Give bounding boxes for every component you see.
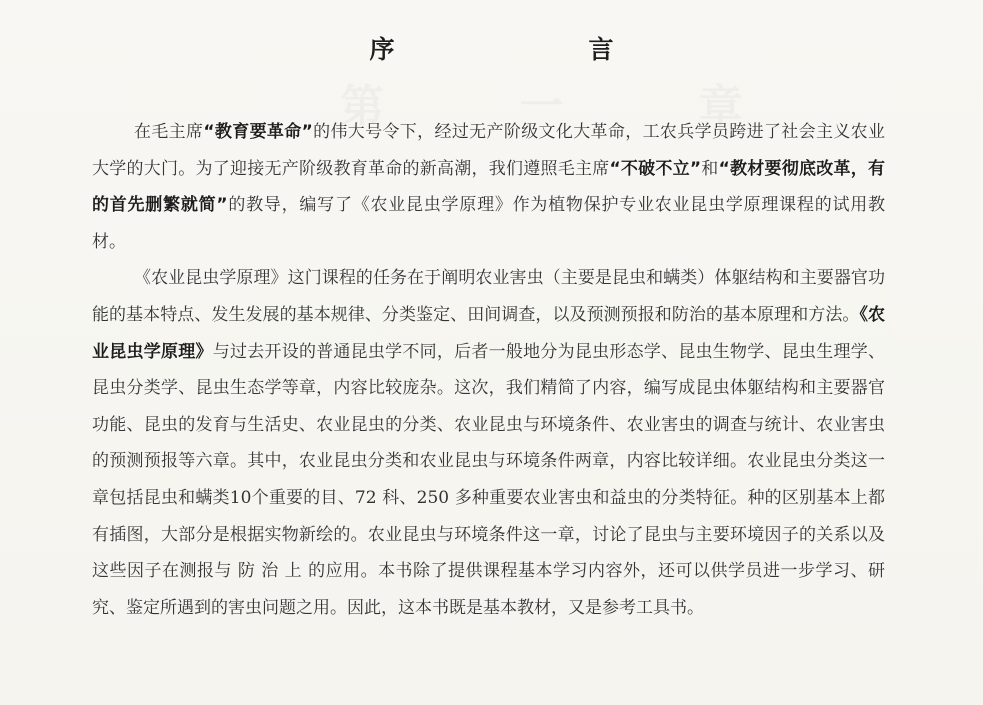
text-segment: 的教导，编写了《农业昆虫学原理》作为植物保护专业农业昆虫学原理课程的试用教材。 xyxy=(92,195,885,252)
text-segment: 的伟大号令下，经过无产阶级文化大革命，工农兵学员跨进了社会主义农业大学的大门。为了迎接无产阶级教育革命的新高潮，我们遵照毛主席 xyxy=(92,122,886,179)
preface-body xyxy=(92,114,885,626)
emphasized-quote: “不破不立” xyxy=(609,158,702,179)
paragraph-1 xyxy=(92,114,885,260)
text-segment: 《农业昆虫学原理》这门课程的任务在于阐明农业害虫（主要是昆虫和螨类）体躯结构和主要器官功能的基本特点、发生发展的基本规律、分类鉴定、田间调查，以及预测预报和防治的基本原理和方法。 xyxy=(92,268,885,325)
emphasized-quote: “教材要彻底改革，有的首先删繁就简” xyxy=(92,158,885,216)
text-segment: 与过去开设的普通昆虫学不同，后者一般地分为昆虫形态学、昆虫生物学、昆虫生理学、昆虫分类学、昆虫生态学等章，内容比较庞杂。这次，我们精简了内容，编写成昆虫体躯结构和主要器官功能、昆虫的发育与生活史、农业昆虫的分类、农业昆虫与环境条件、农业害虫的调查与统计、农业害虫的预测预报等六章。其中，农业昆虫分类和农业昆虫与环境条件两章，内容比较详细。农业昆虫分类这一章包括昆虫和螨类10个重要的目、72 科、250 多种重要农业害虫和益虫的分类特征。种的区别基本上都有插图，大部分是根据实物新绘的。农业昆虫与环境条件这一章，讨论了昆虫与主要环境因子的关系以及这些因子在测报与 防 治 上 的应用。本书除了提供课程基本学习内容外，还可以供学员进一步学习、研究、鉴定所遇到的害虫问题之用。因此，这本书既是基本教材，又是参考工具书。 xyxy=(92,341,886,618)
page-title: 序 言 xyxy=(369,35,662,64)
emphasized-book-title: 《农业昆虫学原理》 xyxy=(92,304,886,362)
emphasized-quote: “教育要革命” xyxy=(203,122,313,142)
paragraph-2 xyxy=(92,260,885,626)
text-segment: 在毛主席 xyxy=(134,122,204,142)
text-segment: 和 xyxy=(701,158,719,179)
